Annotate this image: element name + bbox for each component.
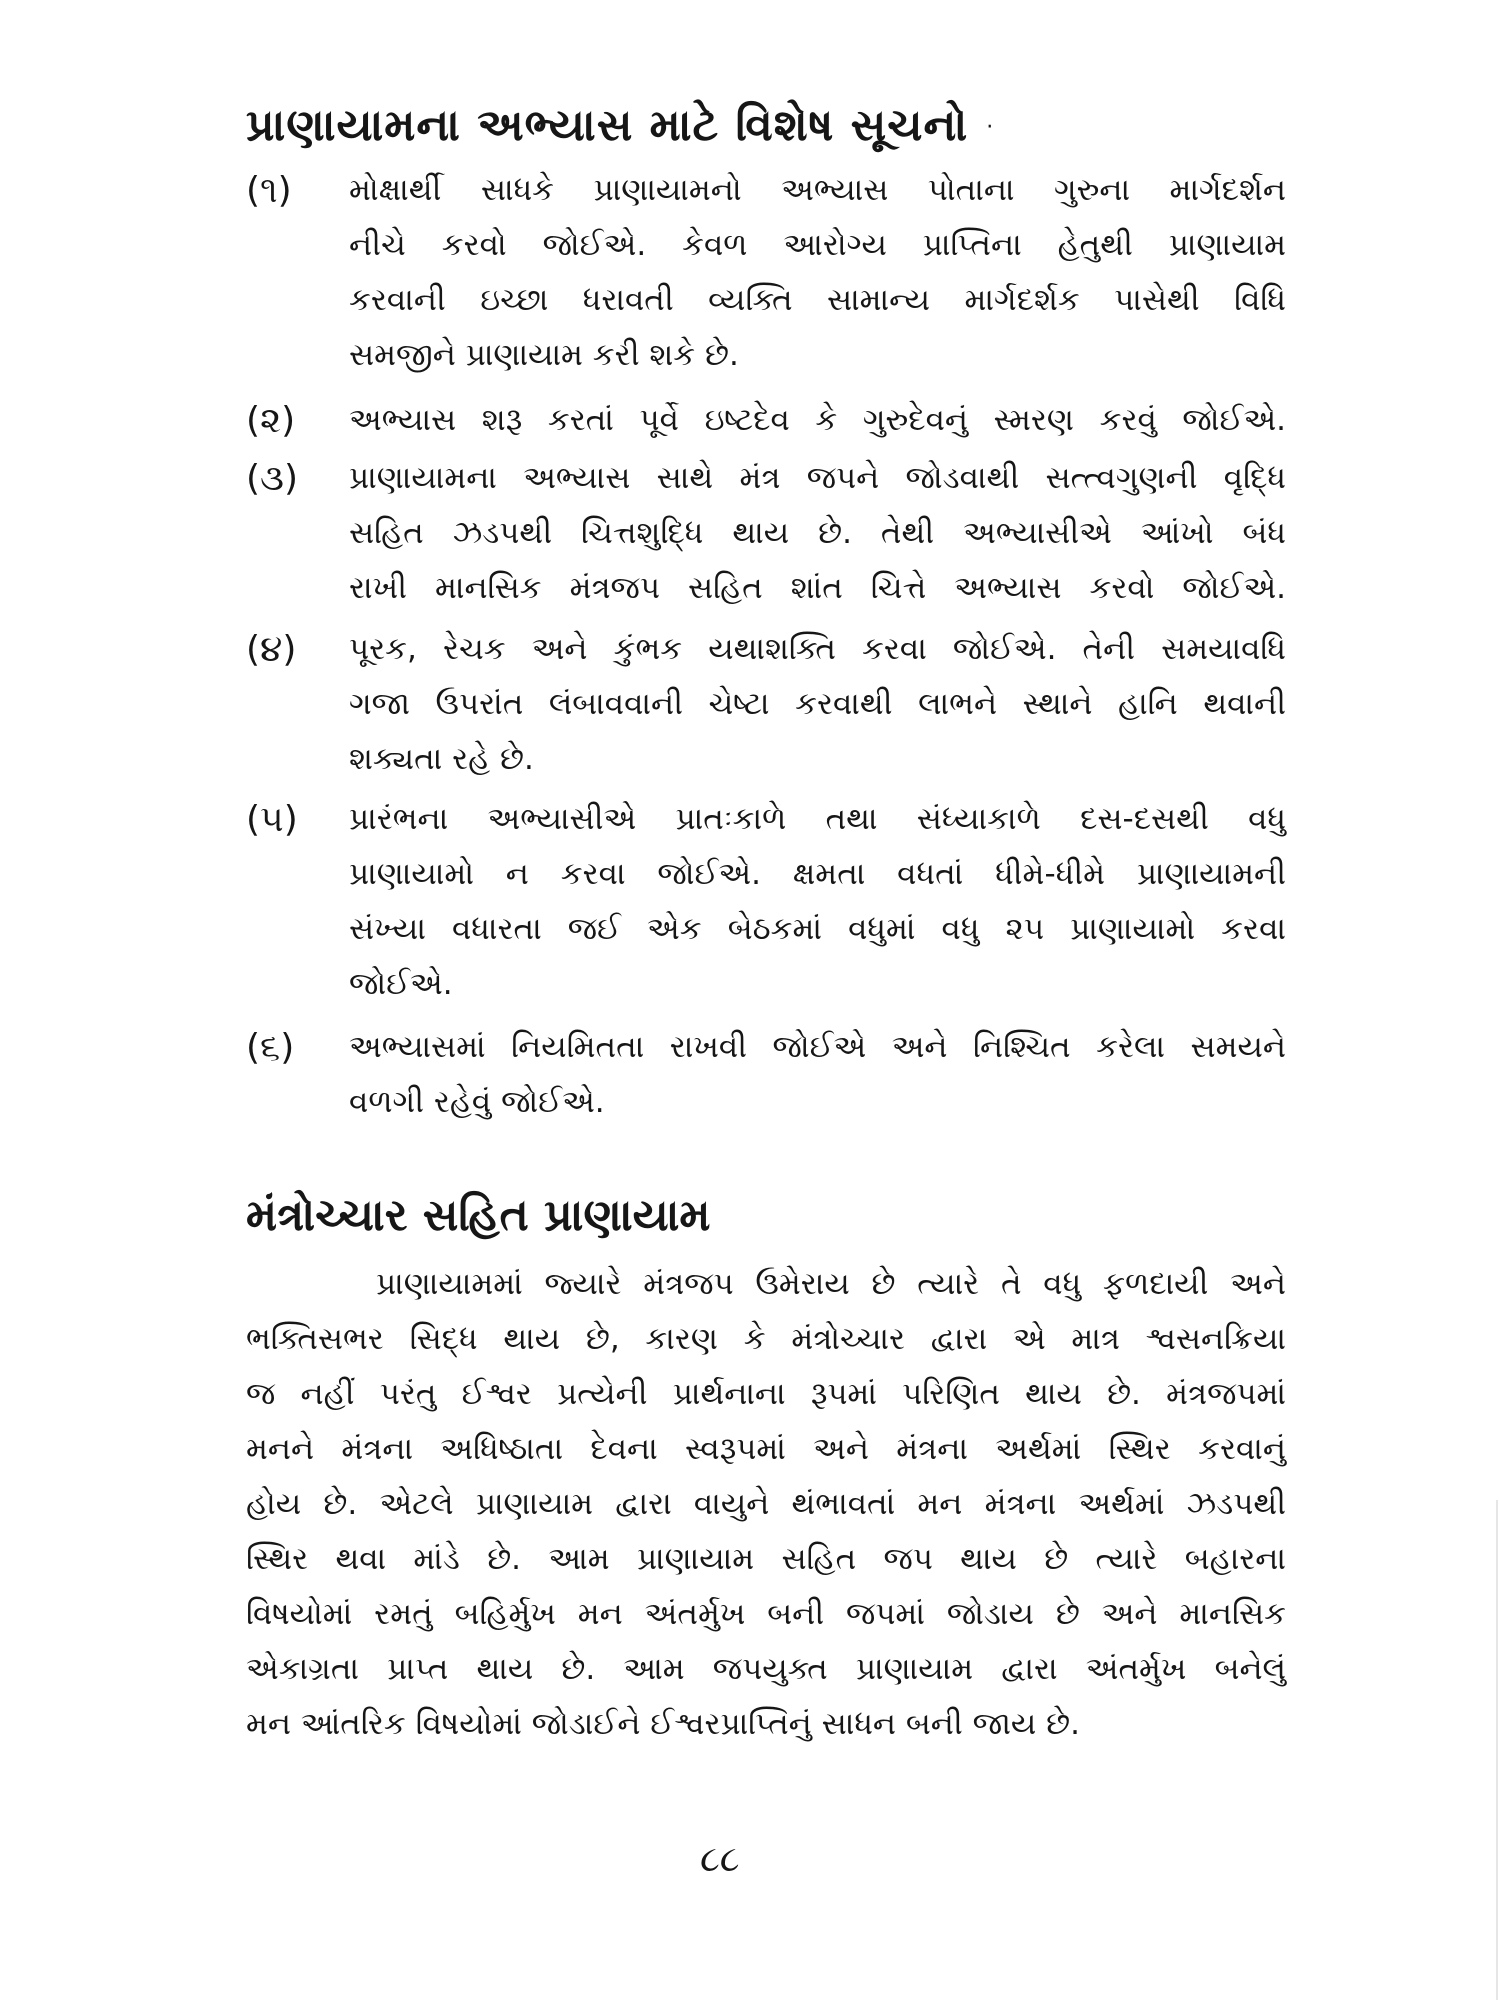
section-heading-pranayama-tips xyxy=(246,96,994,158)
text-line: પ્રાણાયામના અભ્યાસ સાથે મંત્ર જપને જોડવાથી સત્ત્વગુણની વૃદ્ધિ xyxy=(349,460,1286,496)
text-line: શક્યતા રહે છે. xyxy=(349,741,534,777)
text-line: અભ્યાસ શરૂ કરતાં પૂર્વે ઇષ્ટદેવ કે ગુરુદેવનું સ્મરણ કરવું જોઈએ. xyxy=(349,402,1286,438)
heading-mark: · xyxy=(986,115,995,140)
text-line: જોઈએ. xyxy=(349,966,453,1002)
list-item-text xyxy=(349,163,1286,383)
list-item-text xyxy=(349,451,1286,616)
section-heading-mantra-pranayama: મંત્રોચ્ચાર સહિત પ્રાણાયામ xyxy=(246,1190,711,1241)
list-item-text xyxy=(349,393,1286,448)
text-line: વળગી રહેવું જોઈએ. xyxy=(349,1084,605,1120)
heading-text: પ્રાણાયામના અભ્યાસ માટે વિશેષ સૂચનો xyxy=(246,100,969,151)
body-paragraph xyxy=(246,1257,1286,1752)
list-item-text xyxy=(349,1020,1286,1130)
text-line: મન આંતરિક વિષયોમાં જોડાઈને ઈશ્વરપ્રાપ્તિનું સાધન બની જાય છે. xyxy=(246,1706,1080,1742)
text-line: મનને મંત્રના અધિષ્ઠાતા દેવના સ્વરૂપમાં અને મંત્રના અર્થમાં સ્થિર કરવાનું xyxy=(246,1431,1286,1467)
text-line: વિષયોમાં રમતું બહિર્મુખ મન અંતર્મુખ બની જપમાં જોડાય છે અને માનસિક xyxy=(246,1596,1286,1632)
list-item-number: (૧) xyxy=(246,170,292,211)
list-item-number: (૫) xyxy=(246,799,298,840)
text-line: જ નહીં પરંતુ ઈશ્વર પ્રત્યેની પ્રાર્થનાના રૂપમાં પરિણિત થાય છે. મંત્રજપમાં xyxy=(246,1376,1286,1412)
text-line: અભ્યાસમાં નિયમિતતા રાખવી જોઈએ અને નિશ્ચિત કરેલા સમયને xyxy=(349,1029,1286,1065)
text-line: નીચે કરવો જોઈએ. કેવળ આરોગ્ય પ્રાપ્તિના હેતુથી પ્રાણાયામ xyxy=(349,227,1286,263)
text-line: સ્થિર થવા માંડે છે. આમ પ્રાણાયામ સહિત જપ થાય છે ત્યારે બહારના xyxy=(246,1541,1286,1577)
text-line: સંખ્યા વધારતા જઈ એક બેઠકમાં વધુમાં વધુ ૨૫ પ્રાણાયામો કરવા xyxy=(349,911,1286,947)
list-item-number: (૬) xyxy=(246,1027,295,1068)
list-item-number: (૪) xyxy=(246,629,297,670)
list-item-number: (૩) xyxy=(246,458,299,499)
text-line: ભક્તિસભર સિદ્ધ થાય છે, કારણ કે મંત્રોચ્ચાર દ્વારા એ માત્ર શ્વસનક્રિયા xyxy=(246,1321,1286,1357)
text-line: ગજા ઉપરાંત લંબાવવાની ચેષ્ટા કરવાથી લાભને સ્થાને હાનિ થવાની xyxy=(349,686,1286,722)
scan-edge-divider xyxy=(1496,1500,1498,2000)
text-line: પૂરક, રેચક અને કુંભક યથાશક્તિ કરવા જોઈએ. તેની સમયાવધિ xyxy=(349,631,1286,667)
text-line: સમજીને પ્રાણાયામ કરી શકે છે. xyxy=(349,337,739,373)
text-line: પ્રાણાયામો ન કરવા જોઈએ. ક્ષમતા વધતાં ધીમે-ધીમે પ્રાણાયામની xyxy=(349,856,1286,892)
text-line: મોક્ષાર્થી સાધકે પ્રાણાયામનો અભ્યાસ પોતાના ગુરુના માર્ગદર્શન xyxy=(349,172,1286,208)
text-line: હોય છે. એટલે પ્રાણાયામ દ્વારા વાયુને થંભાવતાં મન મંત્રના અર્થમાં ઝડપથી xyxy=(246,1486,1286,1522)
list-item-number: (૨) xyxy=(246,400,296,441)
list-item-text xyxy=(349,792,1286,1012)
text-line: પ્રારંભના અભ્યાસીએ પ્રાતઃકાળે તથા સંધ્યાકાળે દસ-દસથી વધુ xyxy=(349,801,1286,837)
list-item-text xyxy=(349,622,1286,787)
text-line: રાખી માનસિક મંત્રજપ સહિત શાંત ચિત્તે અભ્યાસ કરવો જોઈએ. xyxy=(349,570,1286,606)
text-line: કરવાની ઇચ્છા ધરાવતી વ્યક્તિ સામાન્ય માર્ગદર્શક પાસેથી વિધિ xyxy=(349,282,1286,318)
text-line: એકાગ્રતા પ્રાપ્ત થાય છે. આમ જપયુક્ત પ્રાણાયામ દ્વારા અંતર્મુખ બનેલું xyxy=(246,1651,1286,1687)
page-number: ૮૮ xyxy=(700,1839,740,1880)
text-line: સહિત ઝડપથી ચિત્તશુદ્ધિ થાય છે. તેથી અભ્યાસીએ આંખો બંધ xyxy=(349,515,1286,551)
text-line: પ્રાણાયામમાં જ્યારે મંત્રજપ ઉમેરાય છે ત્યારે તે વધુ ફળદાયી અને xyxy=(376,1266,1286,1302)
